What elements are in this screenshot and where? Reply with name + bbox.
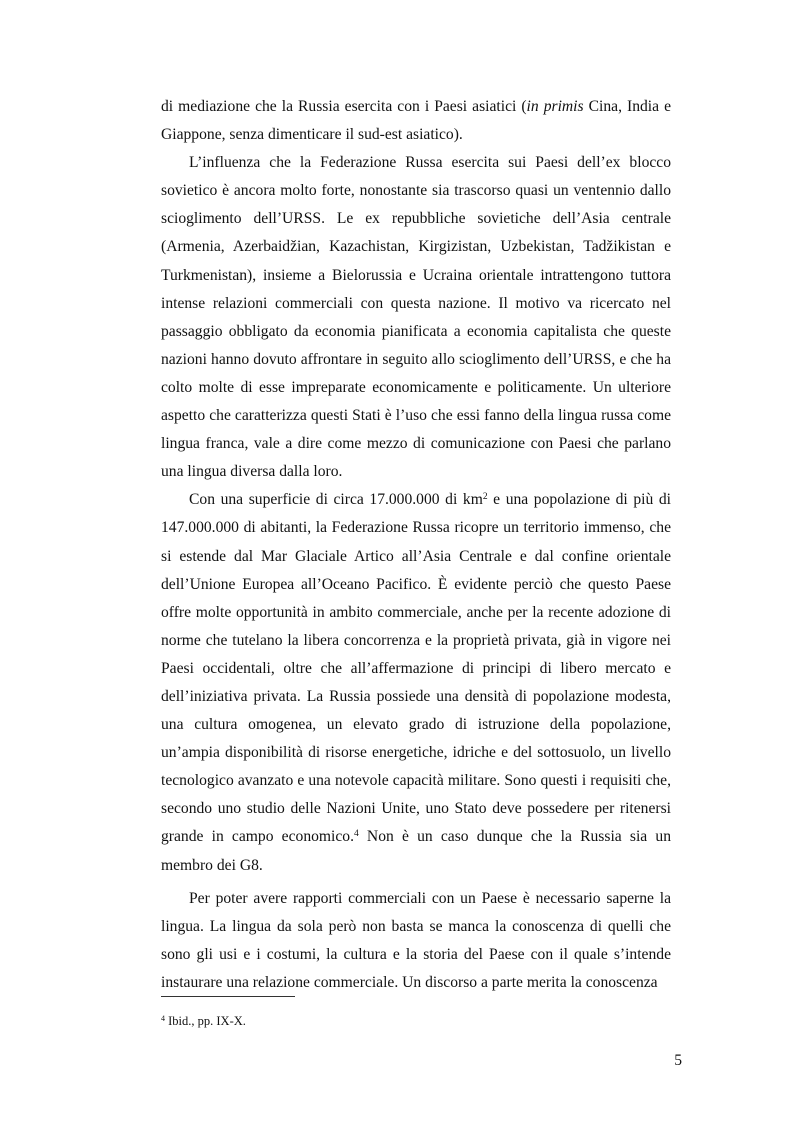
footnote-text: Ibid., pp. IX-X. <box>165 1014 246 1028</box>
footnote-reference[interactable]: 4 <box>354 829 359 840</box>
italic-phrase: in primis <box>526 98 584 115</box>
paragraph-3 <box>161 486 671 879</box>
paragraph-3-part-2: e una popolazione di più di 147.000.000 di abitanti, la Federazione Russa ricopre un territorio immenso, che si estende dal Mar Glaciale Artico all’Asia Centrale e dal confine orientale dell’Unione Europea all’Oceano Pacifico. È evidente perciò che questo Paese offre molte opportunità in ambito commerciale, anche per la recente adozione di norme che tutelano la libera concorrenza e la proprietà privata, già in vigore nei Paesi occidentali, oltre che all’affermazione di principi di libero mercato e dell’iniziativa privata. La Russia possiede una densità di popolazione modesta, una cultura omogenea, un elevato grado di istruzione della popolazione, un’ampia disponibilità di risorse energetiche, idriche e del sottosuolo, un livello tecnologico avanzato e una notevole capacità militare. Sono questi i requisiti che, secondo uno studio delle Nazioni Unite, uno Stato deve possedere per ritenersi grande in campo economico. <box>161 491 671 846</box>
page-number: 5 <box>674 1052 682 1069</box>
paragraph-3-part-1: Con una superficie di circa 17.000.000 di km <box>189 491 483 509</box>
paragraph-4: Per poter avere rapporti commerciali con un Paese è necessario saperne la lingua. La lingua da sola però non basta se manca la conoscenza di quelli che sono gli usi e i costumi, la cultura e la storia del Paese con il quale s’intende instaurare una relazione commerciale. Un discorso a parte merita la conoscenza <box>161 889 671 991</box>
footnote <box>161 1013 671 1029</box>
paragraph-3-part-3: Non è un caso dunque che la Russia sia un membro dei G8. <box>161 828 671 874</box>
paragraph-2: L’influenza che la Federazione Russa esercita sui Paesi dell’ex blocco sovietico è ancora molto forte, nonostante sia trascorso quasi un ventennio dallo scioglimento dell’URSS. Le ex repubbliche sovietiche dell’Asia centrale (Armenia, Azerbaidžian, Kazachistan, Kirgizistan, Uzbekistan, Tadžikistan e Turkmenistan), insieme a Bielorussia e Ucraina orientale intrattengono tuttora intense relazioni commerciali con questa nazione. Il motivo va ricercato nel passaggio obbligato da economia pianificata a economia capitalista che queste nazioni hanno dovuto affrontare in seguito allo scioglimento dell’URSS, e che ha colto molte di esse impreparate economicamente e politicamente. Un ulteriore aspetto che caratterizza questi Stati è l’uso che essi fanno della lingua russa come lingua franca, vale a dire come mezzo di comunicazione con Paesi che parlano una lingua diversa dalla loro. <box>161 154 671 481</box>
footnote-number: 4 <box>161 1014 165 1023</box>
footnote-separator <box>161 996 295 997</box>
paragraph-1-end: Cina, India e Giappone, senza dimenticare il sud-est asiatico). <box>161 98 671 144</box>
paragraph-1 <box>161 93 671 149</box>
body-text <box>161 93 671 997</box>
superscript-unit: 2 <box>482 492 488 503</box>
paragraph-1-start: di mediazione che la Russia esercita con i Paesi asiatici ( <box>161 98 527 115</box>
